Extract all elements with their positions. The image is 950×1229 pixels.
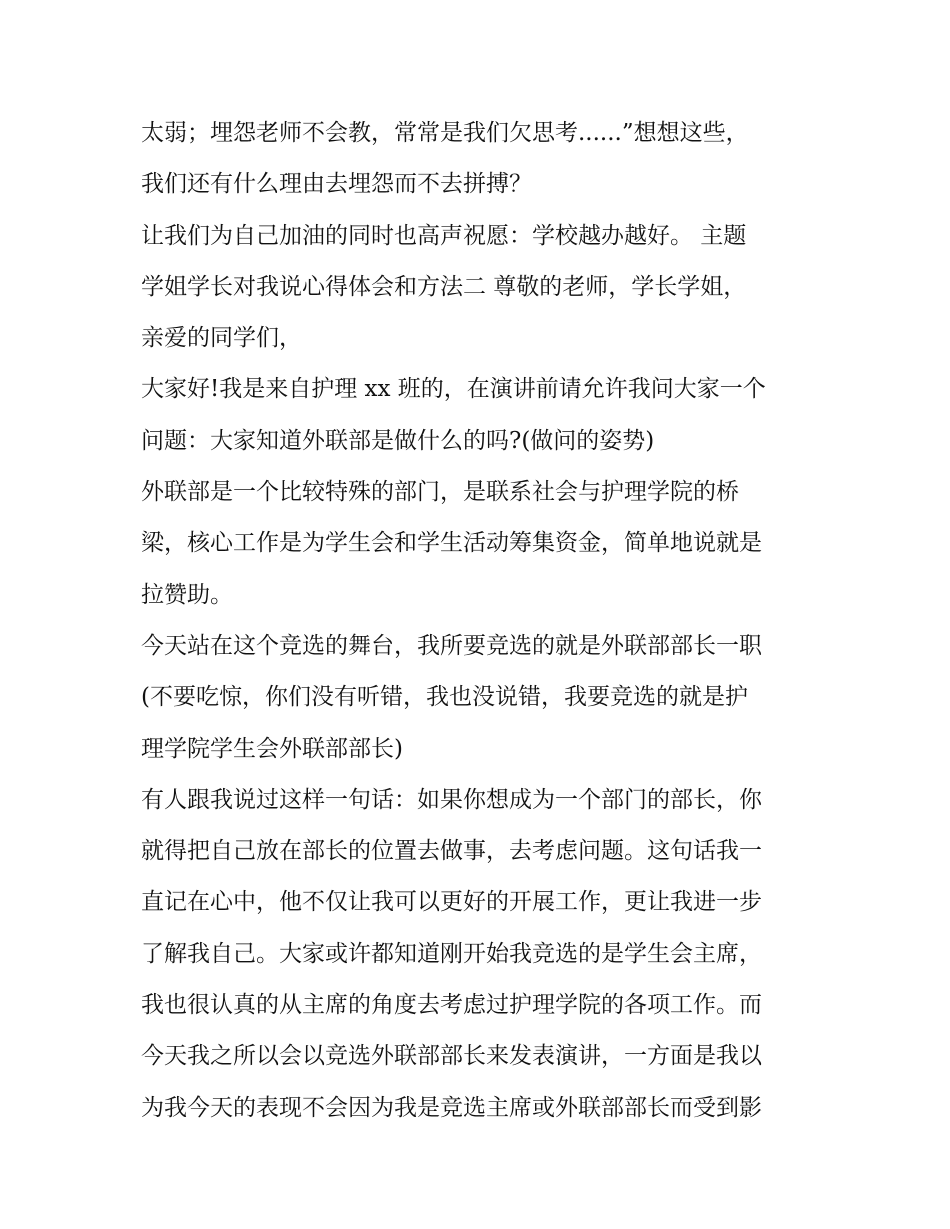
text-line: 我们还有什么理由去埋怨而不去拼搏？ bbox=[141, 171, 532, 198]
text-line: 就得把自己放在部长的位置去做事，去考虑问题。这句话我一 bbox=[141, 838, 762, 865]
text-line: 梁，核心工作是为学生会和学生活动筹集资金，简单地说就是 bbox=[141, 530, 762, 557]
text-line: 太弱；埋怨老师不会教，常常是我们欠思考......”想想这些， bbox=[141, 120, 749, 146]
text-line: 有人跟我说过这样一句话：如果你想成为一个部门的部长，你 bbox=[141, 786, 762, 813]
text-line: 让我们为自己加油的同时也高声祝愿：学校越办越好。 主题 bbox=[141, 222, 747, 249]
text-line: 我也很认真的从主席的角度去考虑过护理学院的各项工作。而 bbox=[141, 992, 762, 1019]
text-line: 问题：大家知道外联部是做什么的吗?(做问的姿势) bbox=[141, 427, 655, 454]
text-line: 学姐学长对我说心得体会和方法二 尊敬的老师，学长学姐， bbox=[141, 273, 747, 300]
text-line: 直记在心中，他不仅让我可以更好的开展工作，更让我进一步 bbox=[141, 889, 762, 916]
body-text bbox=[141, 108, 821, 1134]
text-line: 为我今天的表现不会因为我是竞选主席或外联部部长而受到影 bbox=[141, 1094, 762, 1121]
text-line: 今天站在这个竞选的舞台，我所要竞选的就是外联部部长一职 bbox=[141, 632, 762, 659]
text-line: 了解我自己。大家或许都知道刚开始我竞选的是学生会主席， bbox=[141, 940, 762, 967]
text-line: 大家好!我是来自护理 xx 班的，在演讲前请允许我问大家一个 bbox=[141, 376, 766, 403]
text-line: 今天我之所以会以竞选外联部部长来发表演讲，一方面是我以 bbox=[141, 1043, 762, 1070]
text-line: 理学院学生会外联部部长) bbox=[141, 735, 403, 762]
text-line: 外联部是一个比较特殊的部门，是联系社会与护理学院的桥 bbox=[141, 479, 739, 506]
text-line: 亲爱的同学们， bbox=[141, 325, 302, 352]
text-line: (不要吃惊，你们没有听错，我也没说错，我要竞选的就是护 bbox=[141, 684, 748, 711]
text-line: 拉赞助。 bbox=[141, 581, 233, 608]
